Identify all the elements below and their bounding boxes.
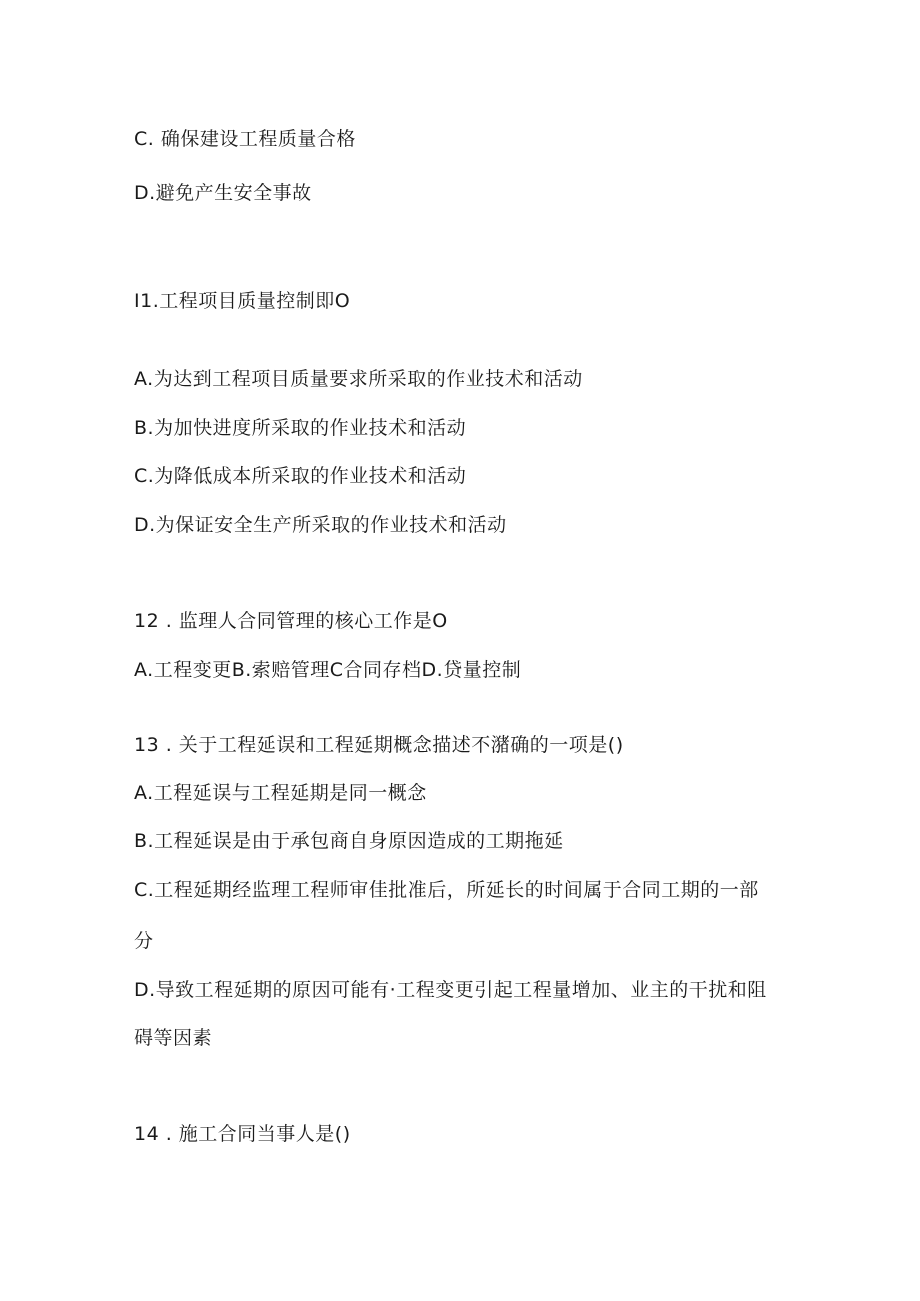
option-b-q11: B.为加快进度所采取的作业技术和活动 xyxy=(134,417,467,439)
option-d-q13: D.导致工程延期的原因可能有·工程变更引起工程量增加、业主的干扰和阻 xyxy=(134,979,767,1001)
option-c-q13: C.工程延期经监理工程师审佳批准后，所延长的时间属于合同工期的一部 xyxy=(134,879,759,901)
option-c-q10: C. 确保建设工程质量合格 xyxy=(134,128,356,150)
option-d-q13-continued: 碍等因素 xyxy=(134,1027,213,1049)
question-11: I1.工程项目质量控制即O xyxy=(134,290,351,312)
question-14: 14 . 施工合同当事人是() xyxy=(134,1123,351,1145)
option-c-q13-continued: 分 xyxy=(134,930,154,952)
option-b-q13: B.工程延误是由于承包商自身原因造成的工期拖延 xyxy=(134,830,564,852)
option-d-q10: D.避免产生安全事故 xyxy=(134,182,312,204)
option-a-q13: A.工程延误与工程延期是同一概念 xyxy=(134,782,427,804)
option-a-q11: A.为达到工程项目质量要求所采取的作业技术和活动 xyxy=(134,368,583,390)
option-d-q11: D.为保证安全生产所采取的作业技术和活动 xyxy=(134,514,507,536)
options-q12: A.工程变更B.索赔管理C合同存档D.贷量控制 xyxy=(134,659,522,681)
question-13: 13 . 关于工程延误和工程延期概念描述不潴确的一项是() xyxy=(134,734,624,756)
option-c-q11: C.为降低成本所采取的作业技术和活动 xyxy=(134,465,467,487)
question-12: 12 . 监理人合同管理的核心工作是O xyxy=(134,610,448,632)
